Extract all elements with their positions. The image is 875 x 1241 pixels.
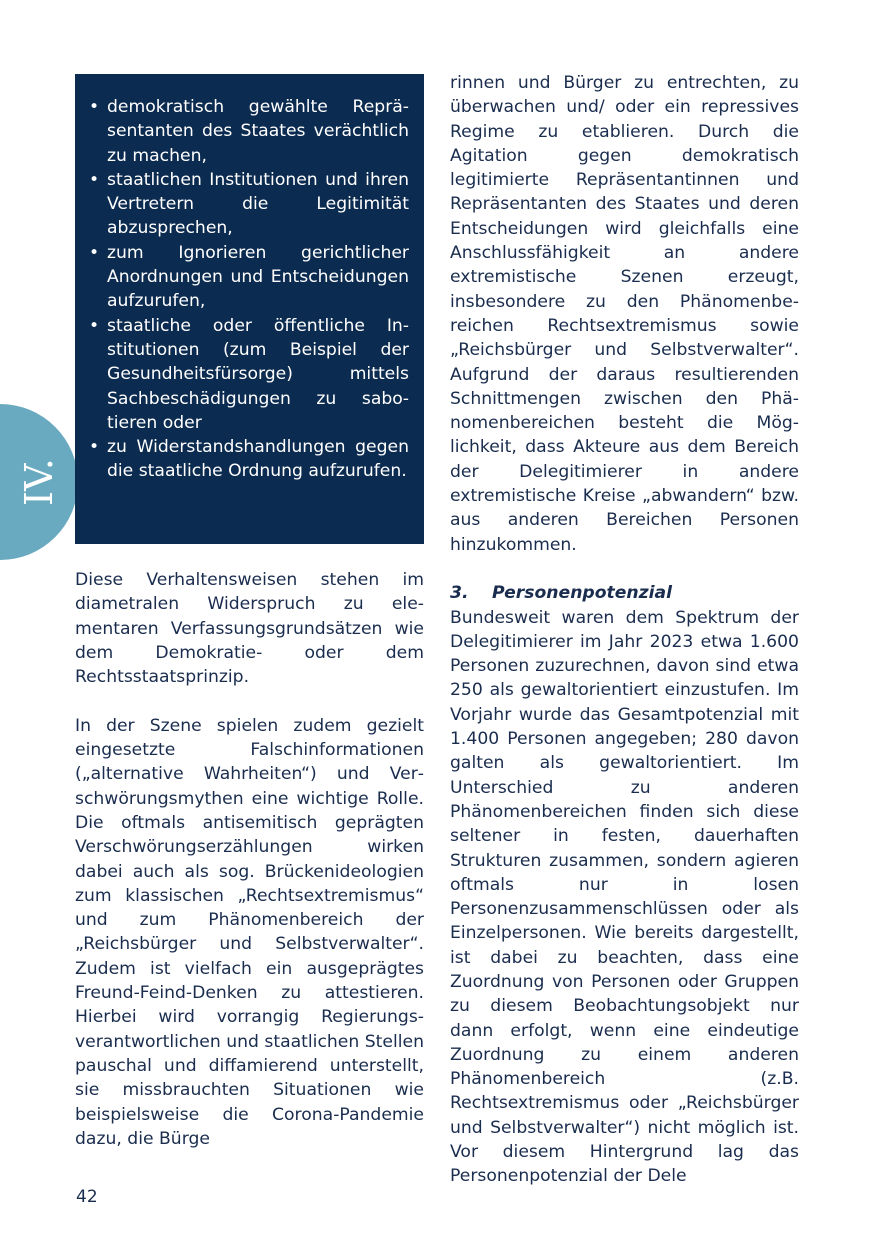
bullet-list-box xyxy=(75,74,424,544)
body-paragraph: rinnen und Bürger zu entrechten, zu überwachen und/ oder ein repressives Regime zu etablieren. Durch die Agitation gegen demokratisch legitimierte Repräsentantinnen und Repräsentanten des Staates und deren Entscheidungen wird gleichfalls eine Anschlussfähigkeit an andere extremistische Szenen erzeugt, insbesondere zu den Phänomenbereichen Rechtsextremismus sowie „Reichsbürger und Selbstverwalter“. Aufgrund der daraus resultierenden Schnittmengen zwischen den Phänomenbereichen besteht die Möglichkeit, dass Akteure aus dem Bereich der Delegitimierer in andere extremistische Kreise „abwandern“ bzw. aus anderen Bereichen Personen hinzukommen. xyxy=(450,73,799,555)
bullet-item: • staatliche oder öffentliche Institutionen (zum Beispiel der Gesundheitsfürsorge) mittels Sachbeschädigungen zu sabotieren oder xyxy=(89,314,409,435)
page-number: 42 xyxy=(76,1187,98,1207)
bullet-item: • zu Widerstandshandlungen gegen die staatliche Ordnung aufzurufen. xyxy=(89,435,409,484)
section-title: Personenpotenzial xyxy=(492,583,673,604)
section-heading xyxy=(450,581,799,605)
body-paragraph: Diese Verhaltensweisen stehen im diametralen Widerspruch zu elementaren Verfassungsgrundsätzen wie dem Demokratie- oder dem Rechtsstaatsprinzip. xyxy=(75,570,424,688)
chapter-tab-label: IV. xyxy=(17,458,61,506)
body-paragraph: In der Szene spielen zudem gezielt eingesetzte Falschinformationen („alternative Wahrheiten“) und Verschwörungsmythen eine wichtige Rolle. Die oftmals antisemitisch geprägten Verschwörungserzählungen wirken dabei auch als sog. Brückenideologien zum klassischen „Rechtsextremismus“ und zum Phänomenbereich der „Reichsbürger und Selbstverwalter“. Zudem ist vielfach ein ausgeprägtes Freund-Feind-Denken zu attestieren. Hierbei wird vorrangig Regierungsverantwortlichen und staatlichen Stellen pauschal und diffamierend unterstellt, sie missbrauchten Situationen wie beispielsweise die Corona-Pandemie dazu, die Bürge xyxy=(75,715,424,1149)
bullet-list xyxy=(89,95,409,484)
chapter-tab xyxy=(0,404,78,560)
left-column xyxy=(75,568,424,1151)
bullet-item: • zum Ignorieren gerichtlicher Anordnungen und Entscheidungen aufzurufen, xyxy=(89,241,409,314)
body-paragraph: Bundesweit waren dem Spektrum der Delegitimierer im Jahr 2023 etwa 1.600 Personen zuzurechnen, davon sind etwa 250 als gewaltorientiert einzustufen. Im Vorjahr wurde das Gesamtpotenzial mit 1.400 Personen angegeben; 280 davon galten als gewaltorientiert. Im Unterschied zu anderen Phänomenbereichen finden sich diese seltener in festen, dauerhaften Strukturen zusammen, sondern agieren oftmals nur in losen Personenzusammenschlüssen oder als Einzelpersonen. Wie bereits dargestellt, ist dabei zu beachten, dass eine Zuordnung von Personen oder Gruppen zu diesem Beobachtungsobjekt nur dann erfolgt, wenn eine eindeutige Zuordnung zu einem anderen Phänomenbereich (z.B. Rechtsextremismus oder „Reichsbürger und Selbstverwalter“) nicht möglich ist. Vor diesem Hintergrund lag das Personenpotenzial der Dele xyxy=(450,607,799,1187)
section-number: 3. xyxy=(450,583,469,604)
bullet-item: • demokratisch gewählte Repräsentanten des Staates verächtlich zu machen, xyxy=(89,95,409,168)
right-column xyxy=(450,71,799,1189)
bullet-item: • staatlichen Institutionen und ihren Vertretern die Legitimität abzusprechen, xyxy=(89,168,409,241)
